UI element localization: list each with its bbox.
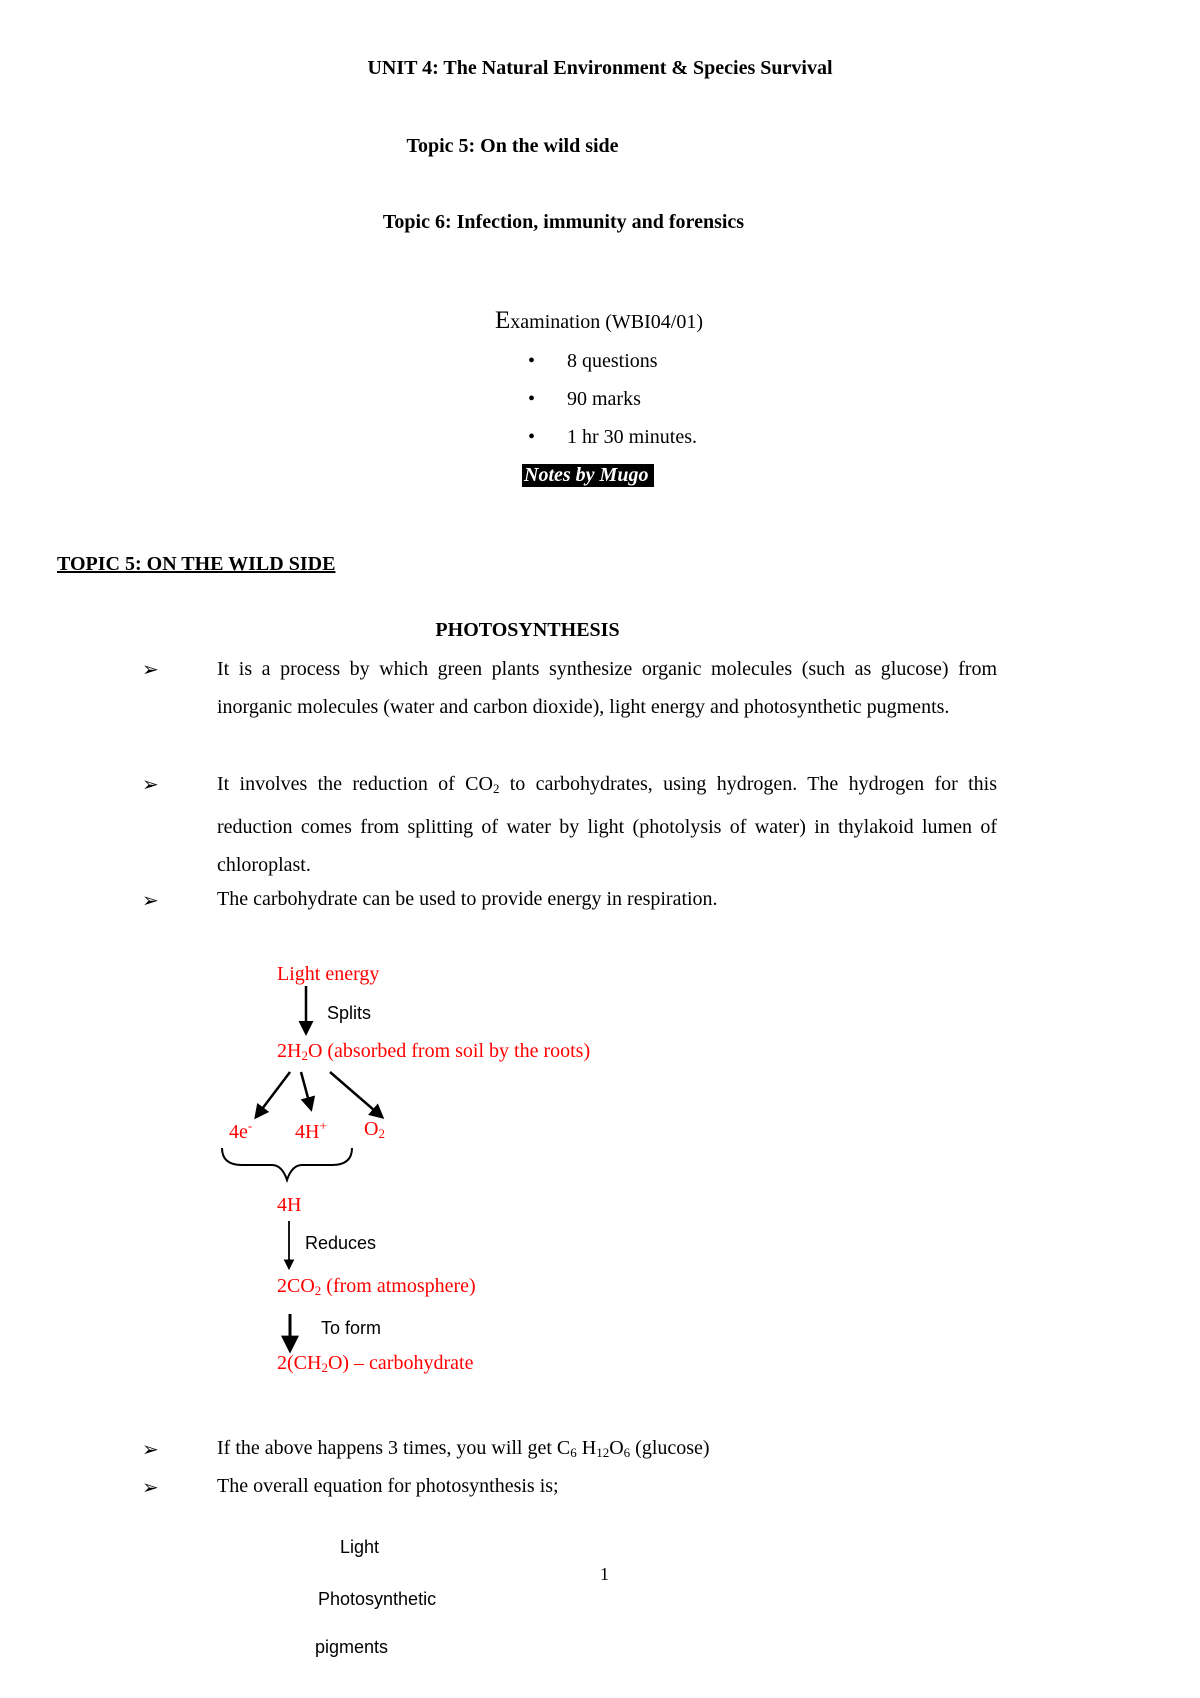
topic5-title: Topic 5: On the wild side (406, 135, 619, 157)
point-respiration: The carbohydrate can be used to provide energy in respiration. (217, 888, 718, 910)
glucose-text-b: H (576, 1437, 597, 1459)
notes-author-text: Notes by Mugo (522, 464, 654, 487)
arrow-bullet-icon: ➢ (142, 1477, 159, 1499)
diagram-splits-label: Splits (327, 1003, 372, 1023)
co2-text-b: (from atmosphere) (321, 1275, 476, 1297)
diagram-hydrogen: 4H (277, 1194, 302, 1216)
arrow-to-oxygen (330, 1072, 382, 1117)
exam-bullet-duration: 1 hr 30 minutes. (567, 426, 697, 448)
diagram-light-energy: Light energy (277, 963, 380, 985)
glucose-sub-2: 12 (596, 1445, 610, 1460)
section-heading: TOPIC 5: ON THE WILD SIDE (57, 553, 336, 575)
arrow-bullet-icon: ➢ (142, 890, 159, 912)
photosynthesis-heading: PHOTOSYNTHESIS (435, 619, 620, 641)
point-reduction-text-a: It involves the reduction of CO (217, 773, 493, 795)
protons-sup: + (319, 1118, 327, 1133)
diagram-reduces-label: Reduces (305, 1233, 377, 1253)
glucose-text-c: O (609, 1437, 624, 1459)
co2-text-a: 2CO (277, 1275, 315, 1297)
diagram-to-form-label: To form (321, 1318, 382, 1338)
equation-label-pigments: pigments (315, 1637, 389, 1657)
carb-text-b: O) – carbohydrate (327, 1352, 474, 1374)
water-sub: 2 (301, 1048, 308, 1063)
glucose-text-d: (glucose) (630, 1437, 710, 1459)
exam-bullet-marks: 90 marks (567, 388, 641, 410)
glucose-text-a: If the above happens 3 times, you will get C (217, 1437, 571, 1459)
equation-label-light: Light (340, 1537, 380, 1557)
water-text-a: 2H (277, 1040, 302, 1062)
point-reduction-text-b: to carbohydrates, using hydrogen. The hydrogen for this reduction comes from splitting of water by light (photolysis of water) in thylakoid lumen of chloroplast. (217, 773, 997, 876)
page-number: 1 (600, 1564, 609, 1584)
arrow-to-protons (301, 1072, 311, 1109)
point-definition: It is a process by which green plants synthesize organic molecules (such as glucose) from inorganic molecules (water and carbon dioxide), light energy and photosynthetic pugments. (217, 658, 997, 718)
carb-sub: 2 (321, 1360, 328, 1375)
oxygen-sub: 2 (378, 1126, 385, 1141)
arrow-bullet-icon: ➢ (142, 659, 159, 681)
point-overall-equation: The overall equation for photosynthesis is; (217, 1475, 559, 1497)
electrons-sup: - (247, 1118, 253, 1133)
bullet-icon: • (528, 350, 536, 372)
point-reduction-sub: 2 (492, 781, 500, 796)
bullet-icon: • (528, 426, 536, 448)
electrons-text: 4e (229, 1121, 248, 1143)
glucose-sub-1: 6 (570, 1445, 577, 1460)
bullet-icon: • (528, 388, 536, 410)
glucose-sub-3: 6 (623, 1445, 631, 1460)
water-text-b: O (absorbed from soil by the roots) (307, 1040, 591, 1062)
protons-text: 4H (295, 1121, 320, 1143)
exam-title-rest: xamination (WBI04/01) (510, 311, 704, 333)
carb-text-a: 2(CH (277, 1352, 322, 1374)
topic6-title: Topic 6: Infection, immunity and forensics (382, 211, 745, 233)
brace-icon (222, 1148, 352, 1180)
arrow-to-electrons (256, 1072, 290, 1117)
equation-label-photosynthetic: Photosynthetic (318, 1589, 437, 1609)
point-glucose (217, 1437, 710, 1461)
arrow-bullet-icon: ➢ (142, 1439, 159, 1461)
unit-title: UNIT 4: The Natural Environment & Species Survival (367, 57, 833, 79)
arrow-bullet-icon: ➢ (142, 774, 159, 796)
oxygen-text: O (364, 1118, 379, 1140)
co2-sub: 2 (314, 1283, 322, 1298)
exam-bullet-questions: 8 questions (567, 350, 658, 372)
exam-title-initial: E (495, 307, 511, 334)
